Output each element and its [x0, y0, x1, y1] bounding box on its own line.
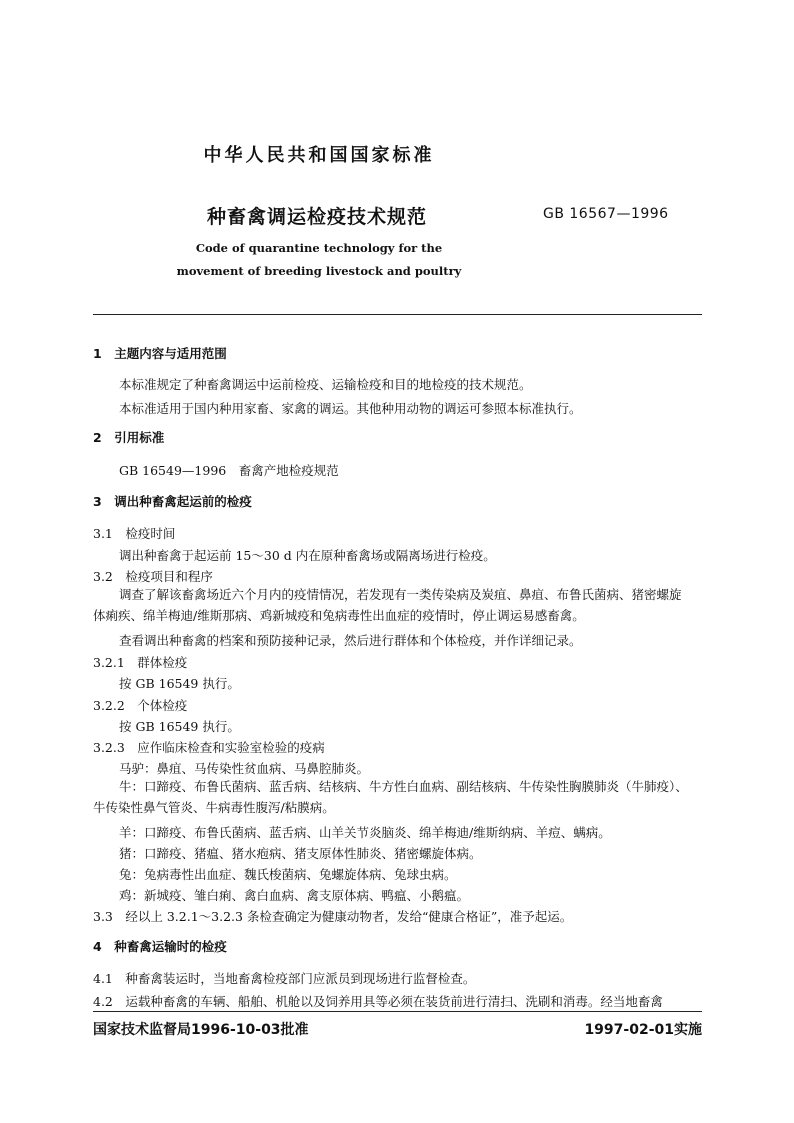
section-3-3: 3.3 经以上 3.2.1～3.2.3 条检查确定为健康动物者，发给“健康合格证”，准予起运。 [93, 909, 573, 924]
issuing-body: 中华人民共和国国家标准 [203, 145, 435, 166]
section-3-2-2-para: 按 GB 16549 执行。 [119, 719, 240, 734]
section-3-2-1-heading: 3.2.1 群体检疫 [93, 655, 188, 670]
section-4-2: 4.2 运载种畜禽的车辆、船舶、机舱以及饲养用具等必须在装货前进行清扫、洗刷和消毒。经当地畜禽 [93, 994, 663, 1009]
disease-list-cattle: 牛：口蹄疫、布鲁氏菌病、蓝舌病、结核病、牛方性白血病、副结核病、牛传染性胸膜肺炎（牛肺疫）、牛传染性鼻气管炎、牛病毒性腹泻/粘膜病。 [93, 779, 688, 815]
section-3-2-1-para: 按 GB 16549 执行。 [119, 676, 240, 691]
disease-list-chicken: 鸡：新城疫、雏白痢、禽白血病、禽支原体病、鸭瘟、小鹅瘟。 [119, 888, 470, 903]
section-1-para-2: 本标准适用于国内种用家畜、家禽的调运。其他种用动物的调运可参照本标准执行。 [119, 401, 582, 416]
section-3-2-3-heading: 3.2.3 应作临床检查和实验室检验的疫病 [93, 740, 325, 755]
section-1-heading: 1 主题内容与适用范围 [93, 346, 227, 361]
section-2-reference: GB 16549—1996 畜禽产地检疫规范 [119, 463, 339, 478]
disease-list-sheep: 羊：口蹄疫、布鲁氏菌病、蓝舌病、山羊关节炎脑炎、绵羊梅迪/维斯纳病、羊痘、螨病。 [119, 825, 611, 840]
section-3-2-heading: 3.2 检疫项目和程序 [93, 569, 213, 584]
approval-date: 国家技术监督局1996-10-03批准 [93, 1022, 309, 1038]
section-4-1: 4.1 种畜禽装运时，当地畜禽检疫部门应派员到现场进行监督检查。 [93, 971, 476, 986]
section-3-heading: 3 调出种畜禽起运前的检疫 [93, 494, 252, 509]
disease-list-horse: 马驴：鼻疽、马传染性贫血病、马鼻腔肺炎。 [119, 761, 370, 776]
header-rule [93, 314, 702, 315]
disease-list-pig: 猪：口蹄疫、猪瘟、猪水疱病、猪支原体性肺炎、猪密螺旋体病。 [119, 846, 482, 861]
section-3-2-para-2: 查看调出种畜禽的档案和预防接种记录，然后进行群体和个体检疫，并作详细记录。 [119, 633, 582, 648]
standard-number: GB 16567—1996 [543, 206, 669, 222]
section-3-1-para: 调出种畜禽于起运前 15～30 d 内在原种畜禽场或隔离场进行检疫。 [119, 548, 496, 563]
section-3-2-para-1: 调查了解该畜禽场近六个月内的疫情情况，若发现有一类传染病及炭疽、鼻疽、布鲁氏菌病、猪密螺旋体痢疾、绵羊梅迪/维斯那病、鸡新城疫和兔病毒性出血症的疫情时，停止调运易感畜禽。 [93, 587, 682, 623]
disease-list-rabbit: 兔：兔病毒性出血症、魏氏梭菌病、兔螺旋体病、兔球虫病。 [119, 867, 457, 882]
section-4-heading: 4 种畜禽运输时的检疫 [93, 939, 227, 954]
section-3-2-2-heading: 3.2.2 个体检疫 [93, 698, 188, 713]
document-title: 种畜禽调运检疫技术规范 [207, 206, 428, 228]
section-1-para-1: 本标准规定了种畜禽调运中运前检疫、运输检疫和目的地检疫的技术规范。 [119, 377, 532, 392]
footer-rule [93, 1011, 702, 1012]
section-2-heading: 2 引用标准 [93, 430, 165, 445]
implementation-date: 1997-02-01实施 [584, 1022, 702, 1038]
english-title-line2: movement of breeding livestock and poultry [176, 264, 462, 278]
english-title-line1: Code of quarantine technology for the [195, 241, 443, 255]
section-3-1-heading: 3.1 检疫时间 [93, 526, 176, 541]
